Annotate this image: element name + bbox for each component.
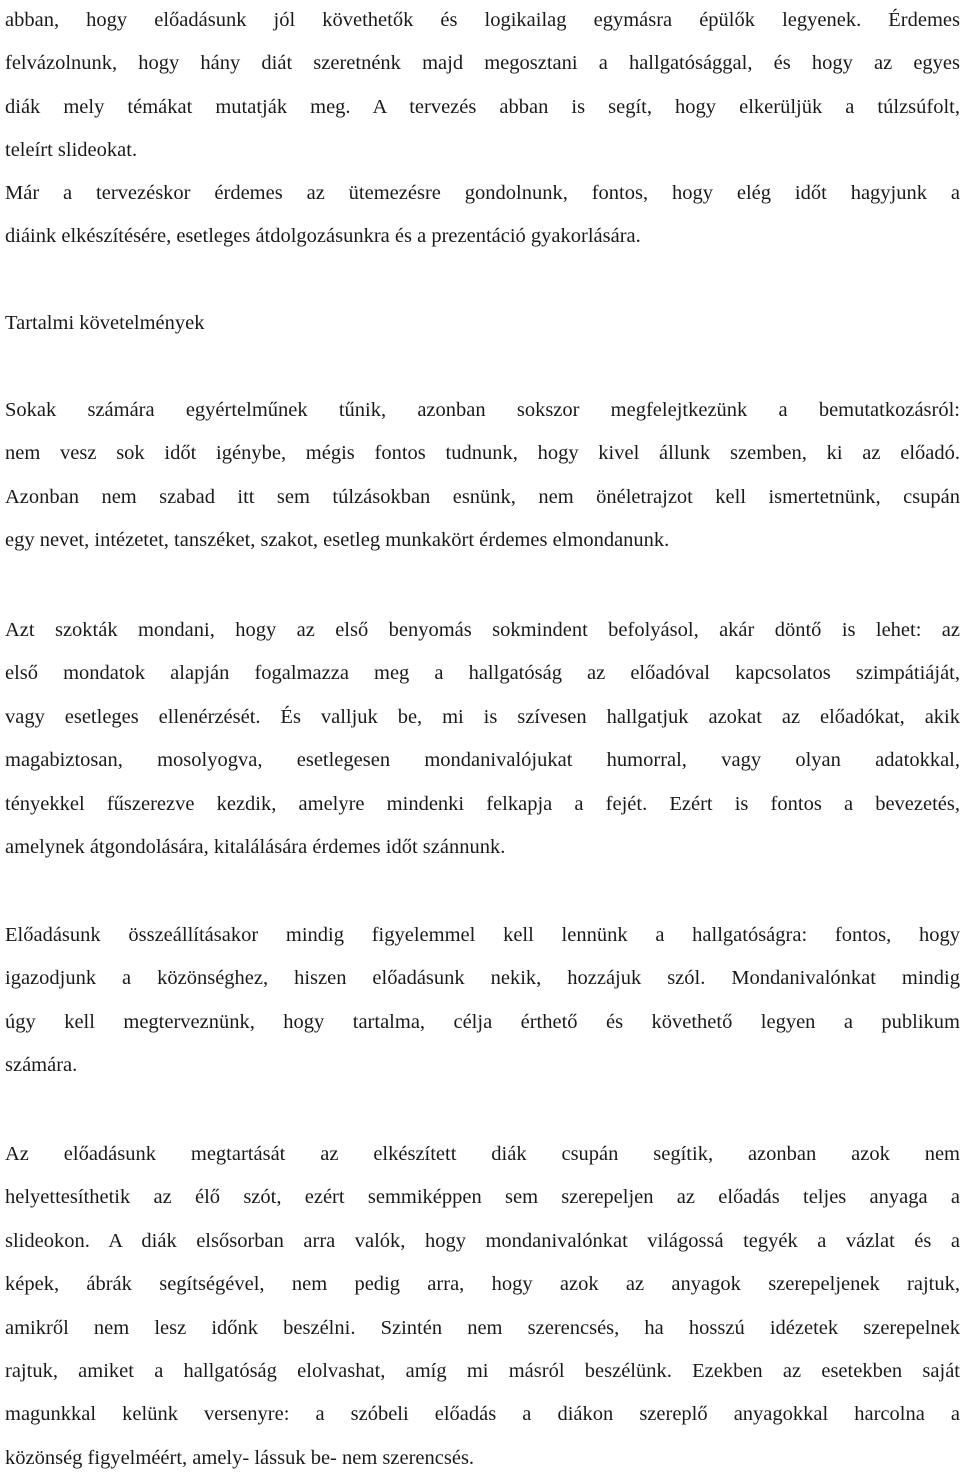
- text-line: első mondatok alapján fogalmazza meg a hallgatóság az előadóval kapcsolatos szimpátiáját,: [5, 662, 960, 685]
- text-line: számára.: [5, 1054, 78, 1077]
- text-line: abban, hogy előadásunk jól követhetők és logikailag egymásra épülők legyenek. Érdemes: [5, 9, 960, 31]
- paragraph-introduction: [5, 389, 960, 563]
- text-line: vagy esetleges ellenérzését. És valljuk be, mi is szívesen hallgatjuk azokat az előadókat, akik: [5, 705, 960, 728]
- text-line: teleírt slideokat.: [5, 139, 138, 162]
- text-line: Már a tervezéskor érdemes az ütemezésre gondolnunk, fontos, hogy elég időt hagyjunk a: [5, 182, 960, 204]
- text-line: slideokon. A diák elsősorban arra valók, hogy mondanivalónkat világossá tegyék a vázlat és a: [5, 1229, 960, 1252]
- text-line: amikről nem lesz időnk beszélni. Szintén nem szerencsés, ha hosszú idézetek szerepelnek: [5, 1316, 960, 1339]
- text-line: képek, ábrák segítségével, nem pedig arra, hogy azok az anyagok szerepeljenek rajtuk,: [5, 1273, 960, 1296]
- text-line: közönség figyelméért, amely- lássuk be- nem szerencsés.: [5, 1446, 475, 1469]
- text-line: Előadásunk összeállításakor mindig figyelemmel kell lennünk a hallgatóságra: fontos, hogy: [5, 924, 960, 946]
- text-line: igazodjunk a közönséghez, hiszen előadásunk nekik, hozzájuk szól. Mondanivalónkat mindig: [5, 967, 960, 990]
- text-line: úgy kell megterveznünk, hogy tartalma, célja érthető és követhető legyen a publikum: [5, 1010, 960, 1033]
- text-line: diáink elkészítésére, esetleges átdolgozásunkra és a prezentáció gyakorlására.: [5, 225, 641, 248]
- text-line: Az előadásunk megtartását az elkészített diák csupán segítik, azonban azok nem: [5, 1143, 960, 1165]
- text-line: nem vesz sok időt igénybe, mégis fontos tudnunk, hogy kivel állunk szemben, ki az előadó.: [5, 442, 960, 465]
- text-line: diák mely témákat mutatják meg. A tervezés abban is segít, hogy elkerüljük a túlzsúfolt,: [5, 95, 960, 118]
- paragraph-scheduling: [5, 172, 960, 259]
- text-line: Azonban nem szabad itt sem túlzásokban esnünk, nem önéletrajzot kell ismertetnünk, csupán: [5, 485, 960, 508]
- paragraph-first-impression: [5, 609, 960, 869]
- paragraph-audience: [5, 914, 960, 1088]
- text-line: Azt szokták mondani, hogy az első benyomás sokmindent befolyásol, akár döntő is lehet: az: [5, 619, 960, 641]
- text-line: egy nevet, intézetet, tanszéket, szakot, esetleg munkakört érdemes elmondanunk.: [5, 529, 670, 552]
- text-line: felvázolnunk, hogy hány diát szeretnénk majd megosztani a hallgatósággal, és hogy az egyes: [5, 52, 960, 75]
- text-line: rajtuk, amiket a hallgatóság elolvashat, amíg mi másról beszélünk. Ezekben az esetekben saját: [5, 1359, 960, 1382]
- text-line: amelynek átgondolására, kitalálására érdemes időt szánnunk.: [5, 835, 506, 858]
- section-heading: Tartalmi követelmények: [5, 312, 205, 334]
- text-line: helyettesíthetik az élő szót, ezért semmiképpen sem szerepeljen az előadás teljes anyaga a: [5, 1186, 960, 1209]
- text-line: magunkkal kelünk versenyre: a szóbeli előadás a diákon szereplő anyagokkal harcolna a: [5, 1403, 960, 1426]
- paragraph-slides: [5, 1133, 960, 1480]
- text-line: tényekkel fűszerezve kezdik, amelyre mindenki felkapja a fejét. Ezért is fontos a bevezetés,: [5, 792, 960, 815]
- text-line: Sokak számára egyértelműnek tűnik, azonban sokszor megfelejtkezünk a bemutatkozásról:: [5, 399, 960, 421]
- paragraph-intro-continuation: [5, 0, 960, 173]
- text-line: magabiztosan, mosolyogva, esetlegesen mondanivalójukat humorral, vagy olyan adatokkal,: [5, 749, 960, 772]
